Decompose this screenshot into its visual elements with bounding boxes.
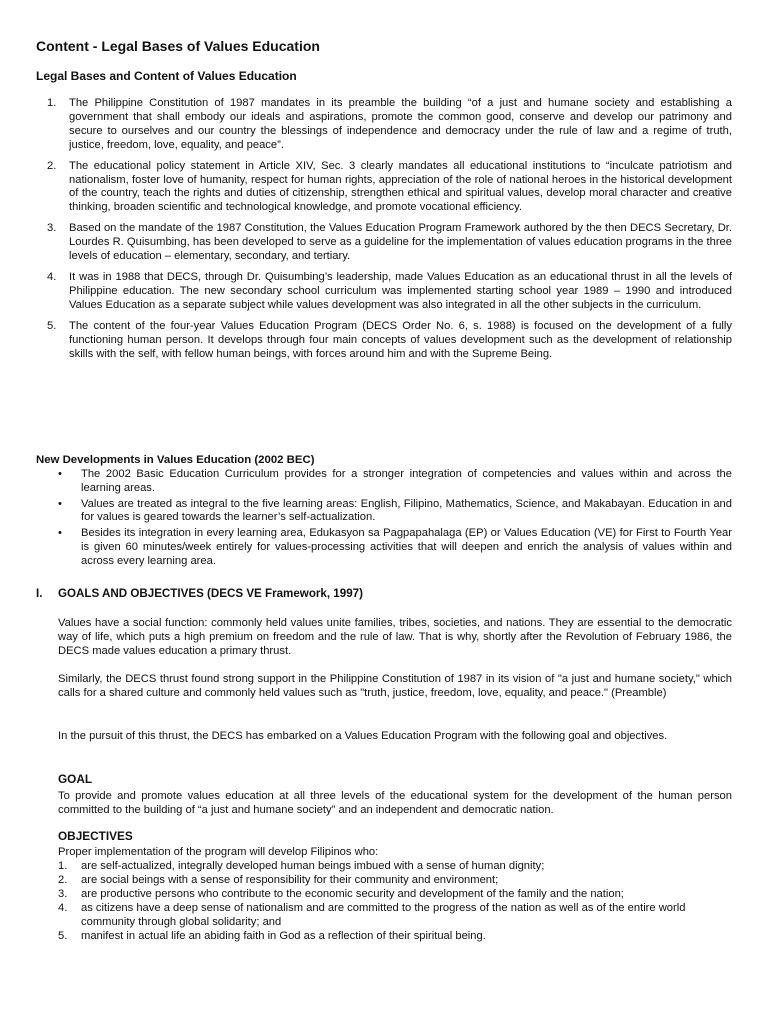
goal-heading: GOAL [58, 772, 93, 786]
section-heading [36, 587, 363, 600]
item-text: as citizens have a deep sense of nationalism and are committed to the progress of the nation as well as of the entire world community through global solidarity; and [81, 902, 686, 928]
item-text: The 2002 Basic Education Curriculum provides for a stronger integration of competencies and values within and across the learning areas. [81, 468, 732, 494]
item-number: 4. [58, 902, 68, 914]
item-text: Based on the mandate of the 1987 Constitution, the Values Education Program Framework authored by the then DECS Secretary, Dr. Lourdes R. Quisumbing, has been developed to serve as a guideline for the implementation of values education programs in the three levels of education – elementary, secondary, and tertiary. [69, 222, 732, 263]
bullet-icon: • [58, 497, 62, 510]
list-item [40, 97, 732, 153]
item-number: 4. [47, 270, 57, 283]
item-text: The content of the four-year Values Education Program (DECS Order No. 6, s. 1988) is focused on the development of a fully functioning human person. It develops through four main concepts of values development such as the development of relationship skills with the self, with fellow human beings, with forces around him and with the Supreme Being. [69, 319, 732, 360]
item-text: are self-actualized, integrally developed human beings imbued with a sense of human dignity; [81, 860, 545, 872]
item-text: Values are treated as integral to the five learning areas: English, Filipino, Mathematics, Science, and Makabayan. Education in and for values is geared towards the learner’s self-actualization. [81, 497, 732, 524]
objectives-list [58, 859, 732, 943]
item-number: 2. [47, 159, 57, 172]
list-item [58, 468, 732, 496]
item-number: 3. [47, 222, 57, 235]
paragraph: Similarly, the DECS thrust found strong support in the Philippine Constitution of 1987 in its vision of "a just and humane society," which calls for a shared culture and commonly held values such as "truth, justice, freedom, love, equality, and peace." (Preamble) [58, 673, 732, 699]
document-title: Content - Legal Bases of Values Education [36, 38, 320, 54]
bullet-icon: • [58, 468, 62, 480]
item-text: are social beings with a sense of responsibility for their community and environment; [81, 874, 499, 886]
list-item [58, 873, 732, 887]
item-number: 3. [58, 888, 68, 900]
section-title: GOALS AND OBJECTIVES (DECS VE Framework, 1997) [58, 587, 363, 600]
item-number: 5. [58, 930, 68, 942]
objectives-intro: Proper implementation of the program will develop Filipinos who: [58, 846, 379, 858]
legal-bases-heading: Legal Bases and Content of Values Education [36, 69, 297, 83]
item-text: The Philippine Constitution of 1987 mandates in its preamble the building “of a just and humane society and establishing a government that shall embody our ideals and aspirations, promote the common good, conserve and develop our patrimony and secure to ourselves and our country the blessings of independence and democracy under the rule of law and a regime of truth, justice, freedom, love, equality, and peace”. [69, 97, 732, 151]
section-number: I. [36, 587, 43, 600]
new-developments-heading: New Developments in Values Education (2002 BEC) [36, 454, 315, 466]
list-item [58, 859, 732, 873]
item-text: It was in 1988 that DECS, through Dr. Quisumbing’s leadership, made Values Education as an educational thrust in all the levels of Philippine education. The new secondary school curriculum was implemented starting school year 1989 – 1990 and introduced Values Education as a separate subject while values development was also integrated in all the other subjects in the curriculum. [69, 270, 732, 311]
list-item [58, 929, 732, 943]
bullet-icon: • [58, 527, 62, 540]
list-item [58, 527, 732, 568]
item-text: Besides its integration in every learning area, Edukasyon sa Pagpapahalaga (EP) or Values Education (VE) for First to Fourth Year is given 60 minutes/week entirely for values-processing activities that will deepen and enrich the analysis of values within and across every learning area. [81, 527, 732, 567]
list-item [40, 320, 732, 362]
list-item [40, 271, 732, 313]
item-text: The educational policy statement in Article XIV, Sec. 3 clearly mandates all educational institutions to “inculcate patriotism and nationalism, foster love of humanity, respect for human rights, appreciation of the role of national heroes in the historical development of the country, teach the rights and duties of citizenship, strengthen ethical and spiritual values, develop moral character and creative thinking, broaden scientific and technological knowledge, and promote vocational efficiency. [69, 159, 732, 214]
item-number: 5. [47, 319, 57, 332]
paragraph: In the pursuit of this thrust, the DECS has embarked on a Values Education Program with the following goal and objectives. [58, 730, 668, 742]
list-item [58, 498, 732, 526]
item-text: manifest in actual life an abiding faith in God as a reflection of their spiritual being. [81, 930, 486, 942]
item-text: are productive persons who contribute to the economic security and development of the family and the nation; [81, 888, 624, 900]
item-number: 2. [58, 874, 68, 886]
goal-text: To provide and promote values education at all three levels of the educational system for the development of the human person committed to the building of “a just and humane society” and an independent and democratic nation. [58, 790, 732, 816]
legal-bases-list [40, 97, 732, 361]
item-number: 1. [47, 97, 57, 109]
objectives-heading: OBJECTIVES [58, 829, 133, 843]
paragraph: Values have a social function: commonly held values unite families, tribes, societies, and nations. They are essential to the democratic way of life, which puts a high premium on freedom and the rule of law. That is why, shortly after the Revolution of February 1986, the DECS made values education a primary thrust. [58, 617, 732, 657]
list-item [40, 160, 732, 216]
list-item [58, 901, 732, 929]
item-number: 1. [58, 860, 68, 872]
list-item [40, 222, 732, 264]
list-item [58, 887, 732, 901]
new-developments-list [58, 468, 732, 569]
